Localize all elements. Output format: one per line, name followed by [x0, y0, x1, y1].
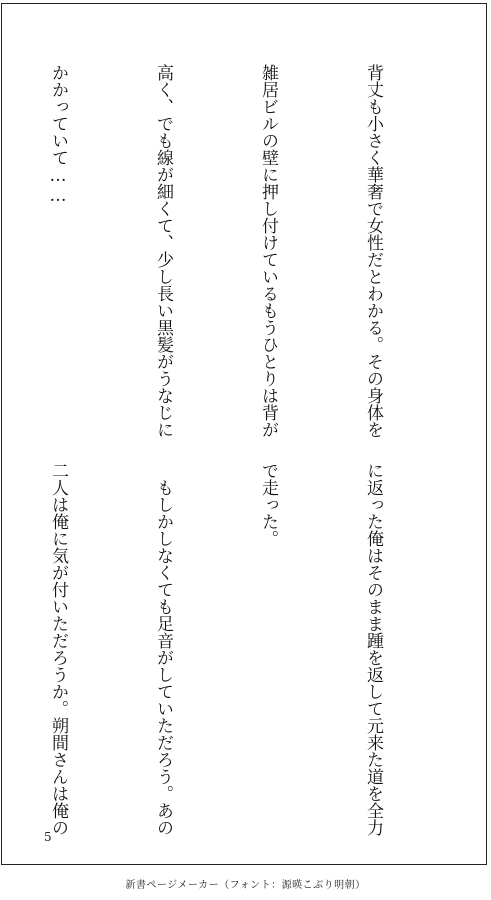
top-text-block [0, 64, 460, 444]
text-column: もしかしなくても足音がしていただろう。あの [153, 462, 173, 836]
text-column: 雑居ビルの壁に押し付けているもうひとりは背が [258, 64, 278, 438]
text-column: かかっていて…… [48, 64, 68, 206]
text-column: 背丈も小さく華奢で女性だとわかる。その身体を [363, 64, 383, 438]
book-page [1, 3, 487, 865]
bottom-text-block [0, 462, 460, 842]
text-column: に返った俺はそのまま踵を返して元来た道を全力 [363, 462, 383, 836]
text-column: で走った。 [258, 462, 278, 547]
footer-caption: 新書ページメーカー（フォント：源暎こぶり明朝） [125, 880, 366, 891]
page-number: 5 [44, 830, 52, 844]
text-column: 高く、でも線が細くて、少し長い黒髪がうなじに [153, 64, 173, 438]
text-column: 二人は俺に気が付いただろうか。朔間さんは俺の [48, 462, 68, 836]
